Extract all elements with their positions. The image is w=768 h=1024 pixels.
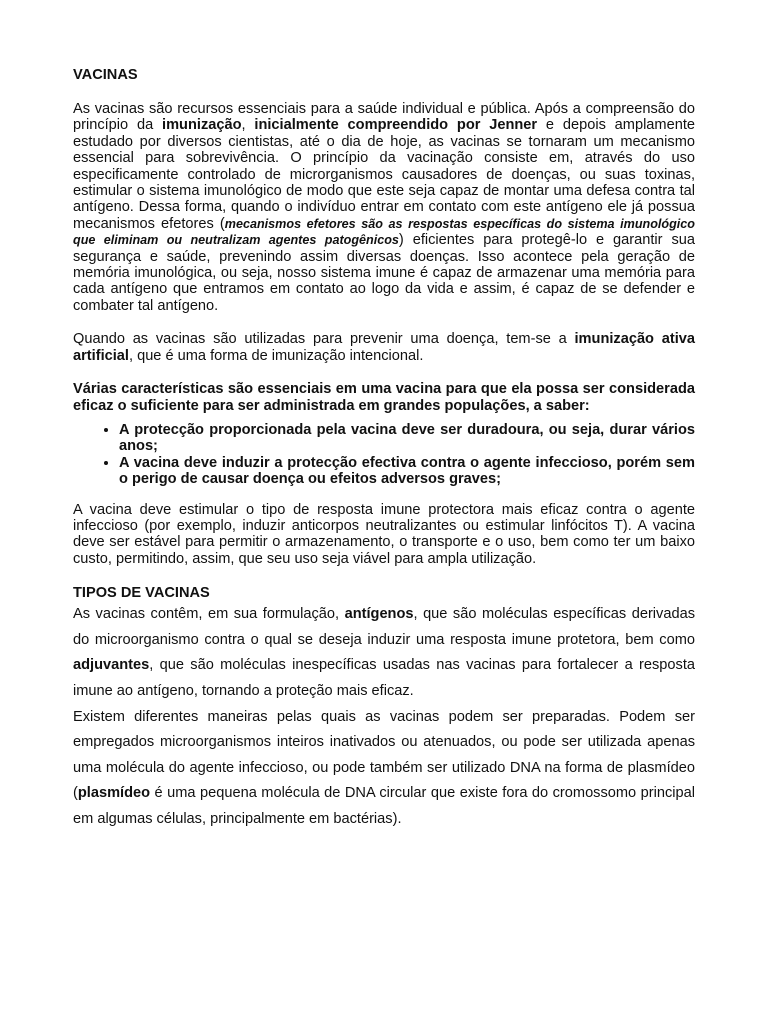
bold-antigenos: antígenos (344, 606, 414, 623)
antigenos-text-3: , que são moléculas inespecíficas usadas nas vacinas para fortalecer a resposta imune ao antígeno, tornando a proteção mais eficaz. (73, 657, 695, 699)
intro-bold-imunizacao: imunização (162, 117, 242, 134)
paragraph-antigenos (73, 602, 695, 704)
bold-adjuvantes: adjuvantes (73, 657, 150, 674)
ativa-bold-term: imunização ativa artificial (73, 331, 695, 364)
preparacao-text-2: é uma pequena molécula de DNA circular que existe fora do cromossomo principal em algumas células, principalmente em bactérias). (73, 785, 695, 827)
paragraph-imunizacao-ativa (73, 331, 695, 364)
intro-text-4: ) eficientes para protegê-lo e garantir sua segurança e saúde, prevenindo assim diversas doenças. Isso acontece pela geração de memória imunológica, ou seja, nosso sistema imune é capaz de armazenar uma memória para cada antígeno que entramos em contato ao logo da vida e assim, é capaz de se defender e combater tal antígeno. (73, 232, 695, 314)
intro-text-2: , (241, 117, 255, 134)
intro-text-1: As vacinas são recursos essenciais para a saúde individual e pública. Após a compreensão do princípio da (73, 101, 695, 134)
list-item: • A protecção proporcionada pela vacina deve ser duradoura, ou seja, durar vários anos; (119, 422, 695, 455)
tipos-section-body (73, 602, 695, 832)
preparacao-text-1: Existem diferentes maneiras pelas quais as vacinas podem ser preparadas. Podem ser empregados microorganismos inteiros inativados ou atenuados, ou pode ser utilizada apenas uma molécula do agente infeccioso, ou pode também ser utilizado DNA na forma de plasmídeo ( (73, 708, 695, 802)
ativa-text-1: Quando as vacinas são utilizadas para prevenir uma doença, tem-se a (73, 331, 575, 348)
bold-plasmideo: plasmídeo (77, 785, 151, 802)
section-title-vacinas: VACINAS (73, 67, 138, 83)
paragraph-caracteristicas: Várias características são essenciais em uma vacina para que ela possa ser considerada eficaz o suficiente para ser administrada em grandes populações, a saber: (73, 381, 695, 414)
intro-bold-italic-definition: mecanismos efetores são as respostas específicas do sistema imunológico que eliminam ou neutralizam agentes patogênicos (73, 216, 695, 248)
list-item: • A vacina deve induzir a protecção efectiva contra o agente infeccioso, porém sem o perigo de causar doença ou efeitos adversos graves; (119, 455, 695, 488)
intro-text-3: e depois amplamente estudado por diversos cientistas, até o dia de hoje, as vacinas se tornaram um mecanismo essencial para sobrevivência. O princípio da vacinação consiste em, através do uso especificamente controlado de microrganismos causadores de doenças, ou suas toxinas, estimular o sistema imunológico de modo que este seja capaz de montar uma defesa contra tal antígeno. Dessa forma, quando o indivíduo entrar em contato com este antígeno ele já possua mecanismos efetores ( (73, 117, 695, 232)
antigenos-text-2: , que são moléculas específicas derivadas do microorganismo contra o qual se deseja induzir uma resposta imune protetora, bem como (73, 606, 695, 648)
paragraph-preparacao (73, 705, 695, 833)
ativa-text-2: , que é uma forma de imunização intencional. (128, 347, 424, 364)
intro-bold-jenner: inicialmente compreendido por Jenner (254, 117, 538, 134)
antigenos-text-1: As vacinas contêm, em sua formulação, (73, 606, 345, 623)
requirements-list (73, 422, 695, 488)
paragraph-resposta-imune: A vacina deve estimular o tipo de resposta imune protectora mais eficaz contra o agente infeccioso (por exemplo, induzir anticorpos neutralizantes ou estimular linfócitos T). A vacina deve ser estável para permitir o armazenamento, o transporte e o uso, bem como ter um baixo custo, permitindo, assim, que seu uso seja viável para ampla utilização. (73, 501, 695, 567)
paragraph-intro (73, 101, 695, 314)
section-title-tipos: TIPOS DE VACINAS (73, 585, 210, 602)
